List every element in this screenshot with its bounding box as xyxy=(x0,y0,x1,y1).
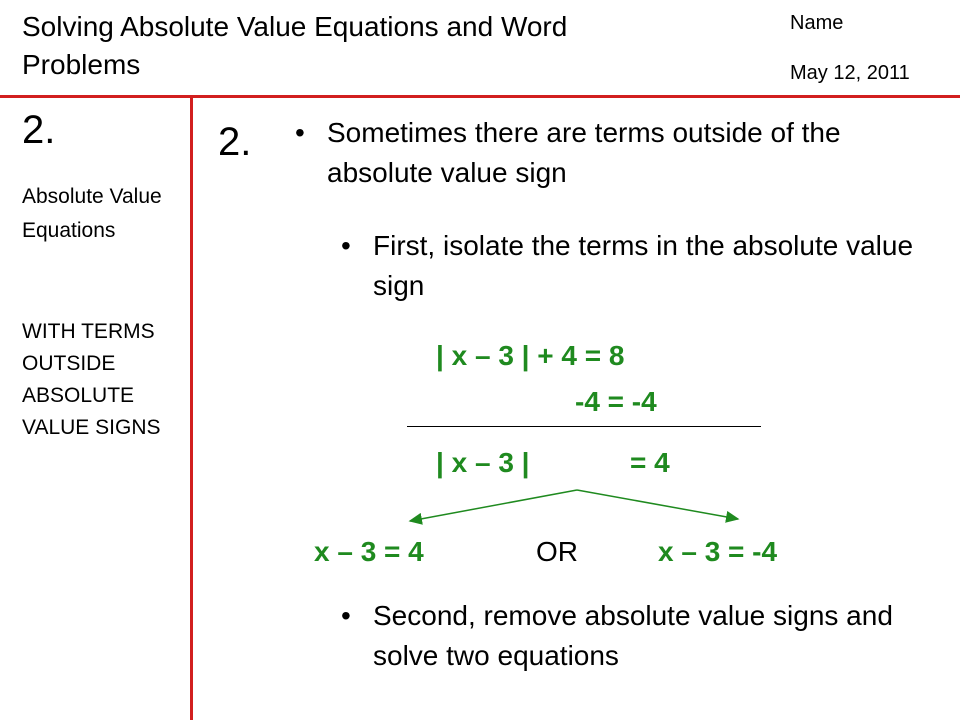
sidebar-number: 2. xyxy=(22,108,56,152)
equation-line-2: -4 = -4 xyxy=(575,386,657,417)
sidebar-caps-text: WITH TERMS OUTSIDE ABSOLUTE VALUE SIGNS xyxy=(22,320,161,439)
bullet-text: Second, remove absolute value signs and solve two equations xyxy=(373,600,893,671)
date-label: May 12, 2011 xyxy=(790,62,910,84)
main-number: 2. xyxy=(218,120,252,164)
equation-line-3-left: | x – 3 | xyxy=(436,447,530,478)
bullet-text: Sometimes there are terms outside of the absolute value sign xyxy=(327,117,841,188)
bullet-dot-icon: • xyxy=(295,117,305,148)
bullet-text: First, isolate the terms in the absolute value sign xyxy=(373,230,914,301)
case-two-equation: x – 3 = -4 xyxy=(658,536,778,567)
or-label: OR xyxy=(536,536,578,567)
name-label: Name xyxy=(790,12,844,34)
sidebar-subtitle: Absolute Value Equations xyxy=(22,185,162,242)
bullet-dot-icon: • xyxy=(341,600,351,631)
page-title: Solving Absolute Value Equations and Word Problems xyxy=(22,11,568,80)
case-one-equation: x – 3 = 4 xyxy=(314,536,424,567)
bullet-item xyxy=(341,596,933,676)
equation-line-3-right: = 4 xyxy=(630,447,670,478)
bullet-dot-icon: • xyxy=(341,230,351,261)
equation-line-1: | x – 3 | + 4 = 8 xyxy=(436,340,625,371)
